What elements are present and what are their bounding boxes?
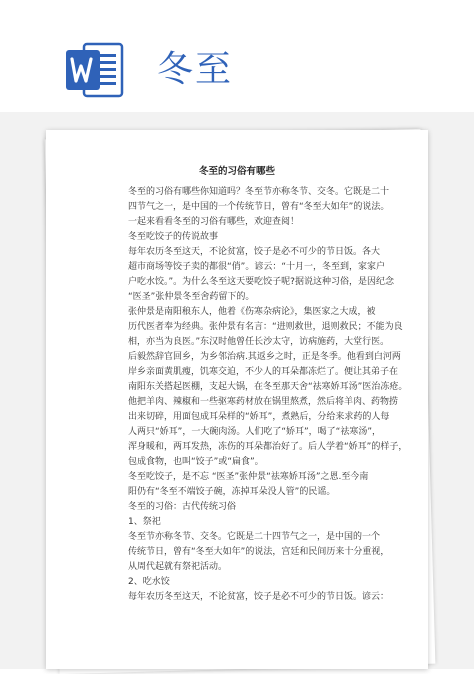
document-page (46, 130, 428, 669)
body-line: 岸乡亲面黄肌瘦，饥寒交迫，不少人的耳朵都冻烂了。便让其弟子在 (128, 367, 399, 377)
body-line: 冬至节亦称冬节、交冬。它既是二十四节气之一，是中国的一个 (128, 532, 381, 542)
body-line: 后毅然辞官回乡，为乡邻治病.其返乡之时，正是冬季。他看到白河两 (128, 352, 401, 362)
banner-title: 冬至 (157, 49, 234, 90)
body-line: 每年农历冬至这天，不论贫富，饺子是必不可少的节日饭。各大 (128, 247, 381, 257)
body-line: 浑身暖和，两耳发热，冻伤的耳朵都治好了。后人学着“娇耳”的样子， (128, 442, 408, 452)
body-line: 冬至的习俗有哪些你知道吗？冬至节亦称冬节、交冬。它既是二十 (128, 187, 390, 197)
body-line: 传统节日，曾有“冬至大如年”的说法，宫廷和民间历来十分重视， (128, 547, 390, 557)
body-line: 1、祭祀 (128, 517, 161, 527)
document-body (128, 185, 414, 605)
body-line: 阳仍有“冬至不端饺子碗，冻掉耳朵没人管”的民谣。 (128, 487, 336, 497)
body-line: 人两只“娇耳”，一大碗肉汤。人们吃了“娇耳”，喝了“祛寒汤”， (128, 427, 381, 437)
body-line: 相，亦当为良医。”东汉时他曾任长沙太守，访病施药，大堂行医。 (128, 337, 390, 347)
body-line: 包成食物，也叫“饺子”或“扁食”。 (128, 457, 264, 467)
body-line: 一起来看看冬至的习俗有哪些，欢迎查阅！ (128, 217, 300, 227)
body-line: 每年农历冬至这天，不论贫富，饺子是必不可少的节日饭。谚云： (128, 592, 390, 602)
body-line: 从周代起就有祭祀活动。 (128, 562, 228, 572)
body-line: 冬至的习俗：古代传统习俗 (128, 502, 237, 512)
body-line: 冬至吃饺子，是不忘 “医圣”张仲景“祛寒娇耳汤”之恩.至今南 (128, 472, 369, 482)
body-line: “医圣”张仲景冬至舍药留下的。 (128, 292, 255, 302)
body-line: 冬至吃饺子的传说故事 (128, 232, 219, 242)
word-document-icon (64, 40, 126, 100)
body-line: 四节气之一，是中国的一个传统节日，曾有“冬至大如年”的说法。 (128, 202, 390, 212)
body-line: 户吃水饺。”。为什么冬至这天要吃饺子呢?据说这种习俗，是因纪念 (128, 277, 394, 287)
body-line: 出来切碎，用面包成耳朵样的“娇耳”，煮熟后，分给来求药的人每 (128, 412, 390, 422)
body-line: 历代医者奉为经典。张仲景有名言：“进则救世，退则救民；不能为良 (128, 322, 403, 332)
body-line: 2、吃水饺 (128, 577, 170, 587)
body-line: 超市商场等饺子卖的都很“俏”。谚云：“十月一，冬至到，家家户 (128, 262, 385, 272)
document-title: 冬至的习俗有哪些 (198, 166, 275, 177)
body-line: 他把羊肉、辣椒和一些驱寒药材放在锅里熬煮，然后将羊肉、药物捞 (128, 397, 399, 407)
body-line: 张仲景是南阳稂东人，他着《伤寒杂病论》，集医家之大成，被 (128, 307, 376, 317)
body-line: 南阳东关搭起医棚，支起大锅，在冬至那天舍“祛寒娇耳汤”医治冻疮。 (128, 382, 408, 392)
